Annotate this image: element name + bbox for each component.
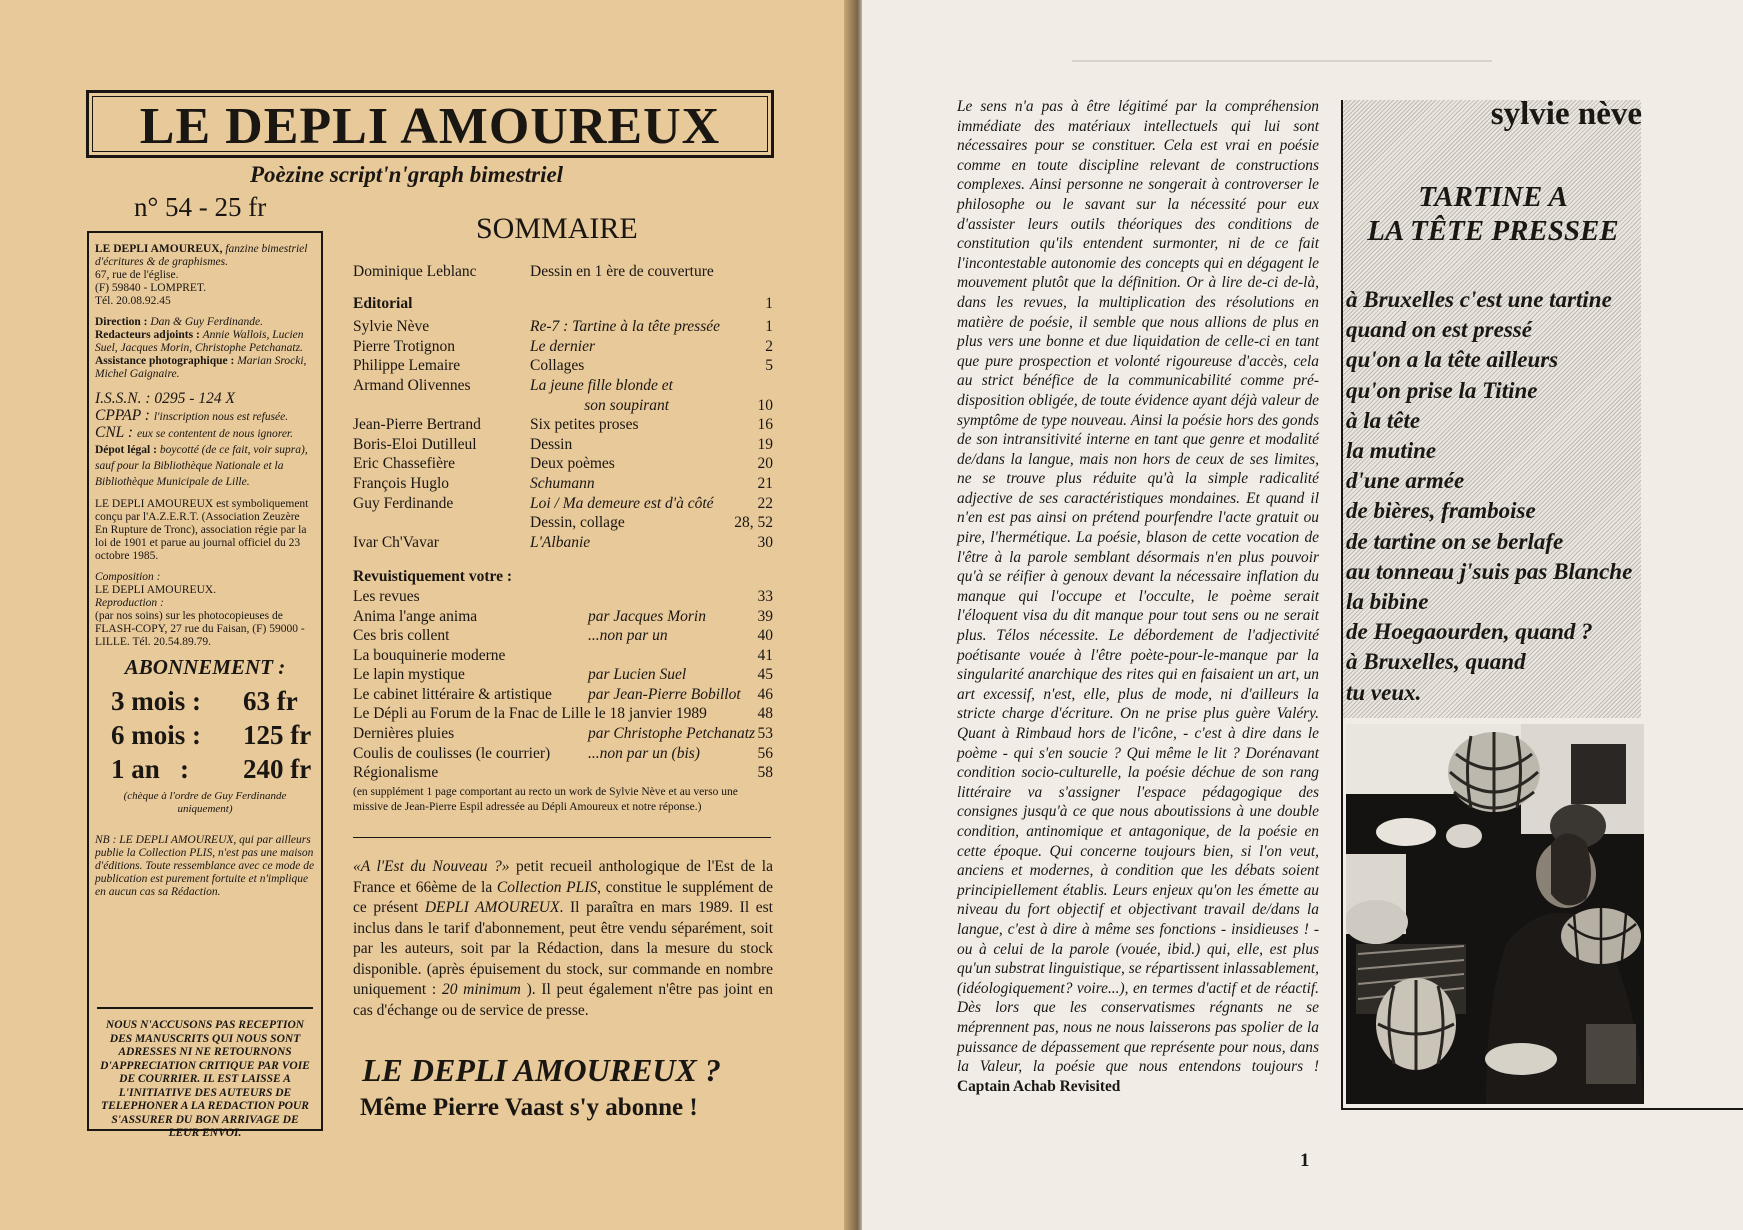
toc-page: 40 — [757, 627, 773, 645]
promo-collection: Collection PLIS — [496, 878, 598, 896]
reproduction-label: Reproduction : — [95, 597, 164, 609]
registration-block — [95, 408, 315, 490]
toc-page: 58 — [757, 764, 773, 782]
subscription-row — [95, 752, 315, 786]
production-block — [95, 571, 315, 649]
poem-line: d'une armée — [1346, 468, 1465, 494]
address-description: fanzine bimestriel d'écritures & de graphismes. — [95, 243, 308, 268]
toc-page: 28, 52 — [734, 514, 773, 532]
toc-row — [353, 376, 773, 396]
toc-page: 16 — [757, 416, 773, 434]
subscription-price: 240 fr — [243, 754, 312, 784]
toc-row — [353, 533, 773, 553]
toc-author: Dominique Leblanc — [353, 263, 477, 280]
direction-names: Dan & Guy Ferdinande. — [150, 316, 263, 328]
toc-title: Dessin, collage — [530, 514, 625, 532]
toc-byline: par Jacques Morin — [588, 607, 706, 625]
poem-author: sylvie nève — [1490, 96, 1642, 132]
toc-row — [353, 494, 773, 514]
toc-author: Guy Ferdinande — [353, 494, 454, 512]
toc-byline: par Jean-Pierre Bobillot — [588, 685, 741, 703]
vertical-rule — [1341, 100, 1343, 1110]
magazine-subtitle: Poèzine script'n'graph bimestriel — [250, 162, 564, 187]
poem-line: tu veux. — [1346, 679, 1422, 705]
toc-page: 48 — [757, 705, 773, 723]
toc-row — [353, 396, 773, 416]
toc-row — [353, 435, 773, 455]
toc-row — [353, 665, 773, 685]
toc-author: Armand Olivennes — [353, 376, 471, 394]
toc-author: Eric Chassefière — [353, 455, 455, 473]
toc-title: Collages — [530, 357, 585, 375]
poem-line: au tonneau j'suis pas Blanche — [1346, 558, 1633, 584]
toc-editorial-label: Editorial — [353, 294, 413, 312]
address-line: (F) 59840 - LOMPRET. — [95, 282, 206, 294]
assistance-label: Assistance photographique : — [95, 355, 238, 367]
toc-title: Six petites proses — [530, 416, 639, 434]
poem-title-line: LA TÊTE PRESSEE — [1367, 215, 1619, 247]
toc-page: 53 — [757, 725, 773, 743]
assistance-names: Marian Srocki, Michel Gaignaire. — [95, 355, 307, 380]
poem-body — [1346, 285, 1646, 708]
toc-page: 41 — [757, 646, 773, 664]
show-through-header — [1072, 46, 1492, 62]
toc-title: La bouquinerie moderne — [353, 646, 506, 664]
toc-revue-header — [353, 567, 773, 587]
bottom-rule — [1341, 1108, 1743, 1110]
toc-row — [353, 513, 773, 533]
toc-author: Jean-Pierre Bertrand — [353, 416, 481, 434]
toc-title: L'Albanie — [530, 533, 591, 551]
toc-row — [353, 763, 773, 783]
toc-row — [353, 744, 773, 764]
toc-row — [353, 607, 773, 627]
section-divider — [353, 837, 771, 838]
article-signature: Captain Achab Revisited — [957, 1077, 1121, 1095]
promo-text: petit recueil anthologique de l'Est de la France et 66ème de la — [353, 858, 773, 896]
toc-title: Ces bris collent — [353, 627, 450, 645]
subscription-period: 3 mois : — [111, 686, 201, 716]
toc-author: Boris-Eloi Dutilleul — [353, 435, 477, 453]
promo-text: . Il paraîtra en mars 1989. Il est inclus dans le tarif d'abonnement, peut être vendu séparément, soit par les auteurs, soit par la Rédaction, dans la mesure du stock disponible. (après épuisement du stock, sur commande en nombre uniquement : — [353, 899, 773, 998]
redacteurs-label: Redacteurs adjoints : — [95, 329, 203, 341]
composition-text: LE DEPLI AMOUREUX. — [95, 584, 217, 596]
sommaire-title: SOMMAIRE — [476, 212, 638, 245]
toc-title: Anima l'ange anima — [353, 607, 478, 625]
poem-line: à Bruxelles c'est une tartine — [1346, 287, 1612, 312]
toc-title: Re-7 : Tartine à la tête pressée — [530, 318, 720, 336]
poem-line: quand on est pressé — [1346, 317, 1532, 343]
toc-title: Le dernier — [530, 337, 596, 355]
subscription-price: 125 fr — [243, 720, 312, 750]
editorial-article — [957, 97, 1319, 1096]
masthead-title: LE DEPLI AMOUREUX — [139, 98, 721, 155]
toc-title: Le Dépli au Forum de la Fnac de Lille le 18 janvier 1989 — [353, 705, 707, 723]
table-of-contents — [353, 262, 773, 815]
toc-page: 2 — [765, 337, 773, 355]
toc-title: Dessin en 1 ère de couverture — [530, 263, 714, 280]
supplement-announcement — [353, 857, 773, 1021]
toc-page: 10 — [757, 396, 773, 414]
toc-page: 46 — [757, 685, 773, 703]
poem-line: de bières, framboise — [1346, 498, 1536, 524]
toc-title: Les revues — [353, 587, 420, 605]
issue-number: n° 54 - 25 fr — [134, 192, 267, 222]
toc-row — [353, 356, 773, 376]
toc-title: Loi / Ma demeure est d'à côté — [530, 494, 714, 512]
poem-line: qu'on a la tête ailleurs — [1346, 347, 1559, 373]
subscription-period: 6 mois : — [111, 720, 201, 750]
toc-row — [353, 337, 773, 357]
toc-title: Coulis de coulisses (le courrier) — [353, 744, 551, 762]
promo-minimum: 20 minimum — [441, 981, 521, 998]
address-line: Tél. 20.08.92.45 — [95, 295, 171, 307]
depot-label: Dépot légal : — [95, 444, 160, 456]
toc-row — [353, 685, 773, 705]
ad-headline: LE DEPLI AMOUREUX ? — [362, 1052, 721, 1088]
publication-info-box — [87, 231, 323, 1139]
toc-title: Dernières pluies — [353, 725, 455, 743]
masthead-box — [86, 90, 774, 158]
toc-editorial-row — [353, 294, 773, 314]
poem-line: à Bruxelles, quand — [1346, 649, 1526, 675]
toc-row — [353, 724, 773, 744]
poem-line: la bibine — [1346, 589, 1429, 615]
toc-author: Ivar Ch'Vavar — [353, 533, 439, 551]
article-body: Le sens n'a pas à être légitimé par la compréhension immédiate des matériaux intellectuels qui lui sont nécessaires pour se constituer. Cela est vrai en poésie comme en toute discipline relevant de constructions complexes. Ainsi personne ne songerait à controverser le philosophe ou le savant sur la nécessité pour eux d'assister leurs outils théoriques des conditions de constitution qu'ils entendent surmonter, ni de ce fait l'incontestable autonomie des concepts qui en dégagent le mouvement plutôt que la définition. Or à lire de-ci de-là, dans les revues, la multiplication des résolutions en matière de poésie, il semble que nous allions de plus en plus vers une bonne et due liquidation de celle-ci en tant que pure prospection et volonté rigoureuse d'accès, cela au strict bénéfice de la communicabilité comme pré-disposition obligée, de toute évidence ayant déjà valeur de symptôme de type nouveau. Ainsi la poésie hors des gonds de son intransitivité interne en tant que genre et modalité de/dans la langue, mais non hors de ceux de ses limites, ne se trouve plus réduite qu'à la simple radicalité adjective de ses caractéristiques mondaines. Et quand il n'en est pas ainsi on prétend pourfendre l'acte gratuit ou pire, l'hermétique. La poésie, blason de cette vocation de l'être à la parole semblant désormais n'en plus pouvoir qu'à se réifier à genoux devant la nécessaire inflation du manque qui l'occupe et l'occulte, le poème serait l'éloquent visa du dit manque pour tout sens ou ne serait plus. Télos nécessite. Le débordement de l'adjectivité poétisante vouée à l'être poète-pour-le-manque par la singularité anarchique des rites qui en faisaient un art, un art excessif, n'est, elle, plus de mode, ni d'ailleurs la stricte charge d'écriture. On ne prise plus guère Valéry. Quant à Rimbaud hors de l'icône, - c'est à dire dans le poème - qui s'en soucie ? Qui même le lit ? Dorénavant condition socio-culturelle, la poésie déchue de son rang littéraire va s'assigner l'espace pédagogique des consignes jusqu'à ce que nous aboutissions à une double condition, antinomique et antagonique, de la poésie en cette époque. Qui concerne toujours bien, si l'on veut, anciens et modernes, à condition que les débats soient principiellement établis. Leurs enjeux qu'on les émette au niveau du fort objectif et objectivant travail de/dans la langue, c'est à dire à même ses fonctions - insidieuses ! - ou à celui de la parole (vouée, ibid.) qui, elle, est plus qu'un substrat linguistique, se répartissent inlassablement, (idéologiquement? voire...), en termes d'actif et de réactif. Dès lors que les conservatismes régnants ne se méprennent pas, nous ne nous laisserons pas spolier de la puissance de dépassement que représente pour nous, dans la Valeur, la poésie que nous entendons toujours ! — [957, 98, 1319, 1076]
toc-page: 39 — [757, 607, 773, 625]
subscription-period: 1 an : — [111, 754, 190, 784]
toc-row — [353, 454, 773, 474]
toc-author: Pierre Trotignon — [353, 337, 456, 355]
poem-title-line: TARTINE A — [1418, 181, 1568, 213]
toc-title: Le cabinet littéraire & artistique — [353, 685, 552, 703]
toc-title: Deux poèmes — [530, 455, 615, 473]
left-page — [0, 0, 858, 1230]
toc-title: La jeune fille blonde et — [530, 376, 673, 394]
toc-row — [353, 474, 773, 494]
toc-page: 56 — [757, 744, 773, 762]
toc-revue-label: Revuistiquement votre : — [353, 568, 512, 586]
cppap-label: CPPAP : — [95, 407, 154, 424]
toc-row — [353, 646, 773, 666]
toc-title: Régionalisme — [353, 764, 439, 782]
toc-page: 33 — [757, 587, 773, 605]
subscription-title: ABONNEMENT : — [124, 655, 286, 679]
toc-entries — [353, 317, 773, 552]
toc-row — [353, 704, 773, 724]
reproduction-text: (par nos soins) sur les photocopieuses de FLASH-COPY, 27 rue du Faisan, (F) 59000 - LILLE. Tél. 20.54.89.79. — [95, 610, 305, 648]
toc-revue-entries — [353, 587, 773, 783]
toc-page: 30 — [757, 533, 773, 551]
toc-row — [353, 317, 773, 337]
toc-byline: ...non par un — [588, 627, 668, 645]
redacteurs-names: Annie Wallois, Lucien Suel, Jacques Morin, Christophe Petchanatz. — [95, 329, 304, 354]
subscription-row — [95, 718, 315, 752]
ad-tagline: Même Pierre Vaast s'y abonne ! — [360, 1094, 698, 1121]
address-block — [95, 243, 315, 308]
subscription-row — [95, 684, 315, 718]
toc-page: 22 — [757, 494, 773, 512]
azert-notice: LE DEPLI AMOUREUX est symboliquement conçu par l'A.Z.E.R.T. (Association Zeuzère En Rupture de Tronc), association régie par la loi de 1901 et parue au journal officiel du 23 octobre 1985. — [95, 498, 309, 562]
address-title: LE DEPLI AMOUREUX, — [95, 243, 223, 255]
toc-title: Le lapin mystique — [353, 666, 465, 684]
poem-line: à la tête — [1346, 407, 1421, 433]
staff-block — [95, 316, 315, 381]
toc-cover-row — [353, 262, 773, 282]
toc-title: Dessin — [530, 435, 573, 453]
toc-page: 21 — [757, 474, 773, 492]
toc-row — [353, 626, 773, 646]
right-page — [862, 0, 1743, 1230]
poem-line: de tartine on se berlafe — [1346, 528, 1564, 554]
toc-author: François Huglo — [353, 474, 450, 492]
subscription-note: (chèque à l'ordre de Guy Ferdinande uniquement) — [123, 790, 287, 815]
toc-author: Sylvie Nève — [353, 318, 430, 336]
toc-page: 1 — [765, 294, 773, 312]
poem-line: qu'on prise la Titine — [1346, 377, 1538, 403]
toc-byline: ...non par un (bis) — [588, 744, 700, 762]
toc-page: 19 — [757, 435, 773, 453]
nb-notice: NB : LE DEPLI AMOUREUX, qui par ailleurs publie la Collection PLIS, n'est pas une maison d'éditions. Toute ressemblance avec ce mode de publication est purement fortuite et n'implique en aucun cas sa Rédaction. — [95, 834, 315, 898]
direction-label: Direction : — [95, 316, 151, 328]
cppap-text: l'inscription nous est refusée. — [153, 411, 289, 423]
toc-title: son soupirant — [530, 396, 670, 414]
toc-supplement-note: (en supplément 1 page comportant au recto un work de Sylvie Nève et au verso une missive de Jean-Pierre Espil adressée au Dépli Amoureux et notre réponse.) — [353, 785, 738, 813]
issn: I.S.S.N. : 0295 - 124 X — [95, 390, 235, 407]
subscription-price: 63 fr — [243, 686, 298, 716]
photo-woman-with-melons — [1346, 724, 1644, 1104]
toc-row — [353, 587, 773, 607]
toc-page: 45 — [757, 666, 773, 684]
cnl-text: eux se contentent de nous ignorer. — [136, 428, 294, 440]
toc-byline: par Christophe Petchanatz — [588, 725, 756, 743]
toc-row — [353, 415, 773, 435]
promo-text: ). Il peut également n'être pas joint en cas d'échange ou de service de presse. — [353, 981, 773, 1019]
promo-magazine: DEPLI AMOUREUX — [424, 899, 560, 916]
toc-author: Philippe Lemaire — [353, 357, 461, 375]
promo-text: , constitue le supplément de ce présent — [353, 878, 773, 916]
address-line: 67, rue de l'église. — [95, 269, 179, 281]
toc-page: 1 — [765, 318, 773, 336]
manuscript-warning: NOUS N'ACCUSONS PAS RECEPTION DES MANUSCRITS QUI NOUS SONT ADRESSES NI NE RETOURNONS D'APPRECIATION CRITIQUE PAR VOIE DE COURRIER. IL EST LAISSE A L'INITIATIVE DES AUTEURS DE TELEPHONER A LA REDACTION POUR S'ASSURER DU BON ARRIVAGE DE LEUR ENVOI. — [97, 1007, 313, 1141]
poem-line: la mutine — [1346, 438, 1437, 464]
poem-title — [1362, 180, 1624, 248]
depot-text: boycotté (de ce fait, voir supra), sauf pour la Bibliothèque Nationale et la Bibliothèque Municipale de Lille. — [95, 444, 308, 488]
toc-byline: par Lucien Suel — [588, 666, 687, 684]
promo-lead: «A l'Est du Nouveau ?» — [353, 858, 510, 875]
page-number: 1 — [1300, 1150, 1310, 1171]
toc-page: 5 — [765, 357, 773, 375]
toc-title: Schumann — [530, 474, 595, 492]
toc-page: 20 — [757, 455, 773, 473]
poem-line: de Hoegaourden, quand ? — [1346, 619, 1593, 645]
cnl-label: CNL : — [95, 424, 137, 441]
composition-label: Composition : — [95, 571, 161, 583]
